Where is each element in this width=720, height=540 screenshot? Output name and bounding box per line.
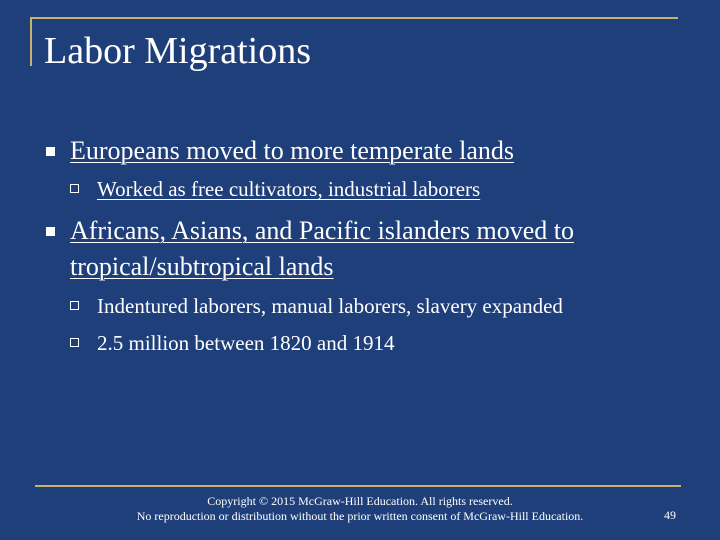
sub-bullet-1-1-text: Worked as free cultivators, industrial laborers — [97, 177, 481, 201]
copyright-line-1: Copyright © 2015 McGraw-Hill Education. All rights reserved. — [207, 494, 513, 508]
bullet-2-text — [70, 216, 574, 282]
bullet-1-text: Europeans moved to more temperate lands — [70, 136, 515, 165]
copyright-line-2: No reproduction or distribution without the prior written consent of McGraw-Hill Education. — [136, 509, 584, 523]
bullet-1 — [46, 136, 514, 166]
hollow-square-bullet-icon — [70, 338, 79, 347]
bullet-2 — [46, 216, 574, 282]
square-bullet-icon — [46, 227, 55, 236]
hollow-square-bullet-icon — [70, 184, 79, 193]
hollow-square-bullet-icon — [70, 301, 79, 310]
sub-bullet-2-1 — [70, 293, 563, 319]
top-rule — [30, 17, 678, 19]
left-rule — [30, 17, 32, 66]
copyright-notice — [100, 494, 620, 524]
sub-bullet-1-1 — [70, 176, 480, 202]
sub-bullet-2-2-text: 2.5 million between 1820 and 1914 — [97, 331, 395, 355]
sub-bullet-2-1-text: Indentured laborers, manual laborers, slavery expanded — [97, 294, 563, 318]
bottom-rule — [35, 485, 681, 487]
square-bullet-icon — [46, 147, 55, 156]
page-number: 49 — [664, 508, 676, 522]
bullet-2-line-1: Africans, Asians, and Pacific islanders moved to — [70, 216, 574, 245]
bullet-2-line-2: tropical/subtropical lands — [70, 252, 334, 281]
sub-bullet-2-2 — [70, 330, 394, 356]
slide-title: Labor Migrations — [44, 30, 312, 72]
